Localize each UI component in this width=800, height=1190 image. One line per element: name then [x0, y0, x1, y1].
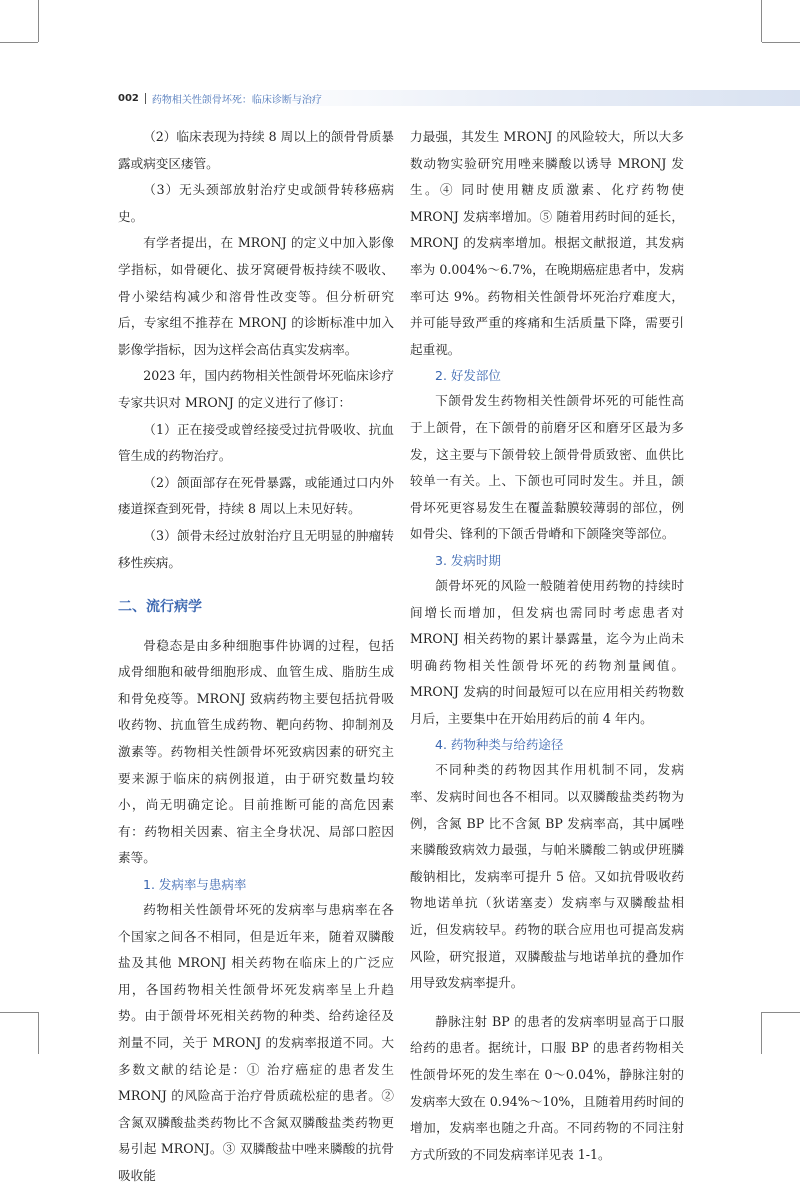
crop-mark: [761, 1012, 762, 1054]
subheading-site: 2. 好发部位: [435, 368, 501, 384]
definition-item: （3）无头颈部放射治疗史或颌骨转移癌病史。: [118, 182, 394, 224]
definition-item: （2）临床表现为持续 8 周以上的颌骨骨质暴露或病变区瘘管。: [118, 129, 394, 171]
definition-item: （3）颌骨未经过放射治疗且无明显的肿瘤转移性疾病。: [118, 527, 394, 570]
page-number: 002: [118, 93, 139, 104]
header-divider: [145, 93, 146, 104]
crop-mark: [38, 1012, 39, 1054]
left-column: [118, 124, 394, 1190]
paragraph-iv-route: 静脉注射 BP 的患者的发病率明显高于口服给药的患者。据统计，口服 BP 的患者药物相关性颌骨坏死的发生率在 0～0.04%，静脉注射的发病率大致在 0.94%～10%，且随着用药时间的增加，发病率也随之升高。不同药物的不同注射方式所致的不同发病率详见表 1-1。: [410, 1013, 684, 1162]
paragraph-onset: 颌骨坏死的风险一般随着使用药物的持续时间增长而增加，但发病也需同时考虑患者对 MRONJ 相关药物的累计暴露量，迄今为止尚未明确药物相关性颌骨坏死的药物剂量阈值。MRONJ 发病的时间最短可以在应用相关药物数月后，主要集中在开始用药后的前 4 年内。: [410, 577, 684, 726]
definition-item: （1）正在接受或曾经接受过抗骨吸收、抗血管生成的药物治疗。: [118, 421, 394, 464]
crop-mark: [38, 0, 39, 42]
subheading-incidence: 1. 发病率与患病率: [143, 877, 247, 893]
right-column: [410, 124, 684, 1168]
running-header: [118, 91, 322, 106]
crop-mark: [762, 42, 800, 43]
book-title: 药物相关性颌骨坏死：临床诊断与治疗: [151, 95, 322, 106]
subheading-drug-route: 4. 药物种类与给药途径: [435, 737, 564, 753]
subheading-onset: 3. 发病时期: [435, 552, 501, 568]
section-heading: 二、流行病学: [118, 599, 202, 616]
crop-mark: [761, 0, 762, 42]
paragraph-imaging: 有学者提出，在 MRONJ 的定义中加入影像学指标，如骨硬化、拔牙窝硬骨板持续不吸收、骨小梁结构减少和溶骨性改变等。但分析研究后，专家组不推荐在 MRONJ 的诊断标准中加入影像学指标，因为这样会高估真实发病率。: [118, 235, 394, 357]
crop-mark: [762, 1012, 800, 1013]
paragraph-epidemiology: 骨稳态是由多种细胞事件协调的过程，包括成骨细胞和破骨细胞形成、血管生成、脂肪生成和骨免疫等。MRONJ 致病药物主要包括抗骨吸收药物、抗血管生成药物、靶向药物、抑制剂及激素等。药物相关性颌骨坏死致病因素的研究主要来源于临床的病例报道，由于研究数量均较小，尚无明确定论。目前推断可能的高危因素有：药物相关因素、宿主全身状况、局部口腔因素等。: [118, 637, 394, 866]
paragraph-site: 下颌骨发生药物相关性颌骨坏死的可能性高于上颌骨，在下颌骨的前磨牙区和磨牙区最为多发，这主要与下颌骨较上颌骨骨质致密、血供比较单一有关。上、下颌也可同时发生。并且，颌骨坏死更容易发生在覆盖黏膜较薄弱的部位，例如骨尖、锋利的下颌舌骨嵴和下颌隆突等部位。: [410, 393, 684, 542]
paragraph-drug-type: 不同种类的药物因其作用机制不同，发病率、发病时间也各不相同。以双膦酸盐类药物为例，含氮 BP 比不含氮 BP 发病率高，其中属唑来膦酸致病效力最强，与帕米膦酸二钠或伊班膦酸钠相比，发病率可提升 5 倍。又如抗骨吸收药物地诺单抗（狄诺塞麦）发病率与双膦酸盐相近，但发病较早。药物的联合应用也可提高发病风险，研究报道，双膦酸盐与地诺单抗的叠加作用导致发病率提升。: [410, 762, 684, 991]
crop-mark: [0, 42, 38, 43]
crop-mark: [0, 1012, 38, 1013]
paragraph-continued: 力最强，其发生 MRONJ 的风险较大，所以大多数动物实验研究用唑来膦酸以诱导 MRONJ 发生。④ 同时使用糖皮质激素、化疗药物使 MRONJ 发病率增加。⑤ 随着用药时间的延长，MRONJ 的发病率增加。根据文献报道，其发病率为 0.004%～6.7%，在晚期癌症患者中，发病率可达 9%。药物相关性颌骨坏死治疗难度大，并可能导致严重的疼痛和生活质量下降，需要引起重视。: [410, 129, 684, 357]
paragraph-incidence: 药物相关性颌骨坏死的发病率与患病率在各个国家之间各不相同，但是近年来，随着双膦酸盐及其他 MRONJ 相关药物在临床上的广泛应用，各国药物相关性颌骨坏死发病率呈上升趋势。由于颌骨坏死相关药物的种类、给药途径及剂量不同，关于 MRONJ 的发病率报道不同。大多数文献的结论是：① 治疗癌症的患者发生 MRONJ 的风险高于治疗骨质疏松症的患者。② 含氮双膦酸盐类药物比不含氮双膦酸盐类药物更易引起 MRONJ。③ 双膦酸盐中唑来膦酸的抗骨吸收能: [118, 902, 394, 1183]
paragraph-2023: 2023 年，国内药物相关性颌骨坏死临床诊疗专家共识对 MRONJ 的定义进行了修订：: [118, 368, 394, 410]
definition-item: （2）颌面部存在死骨暴露，或能通过口内外瘘道探查到死骨，持续 8 周以上未见好转。: [118, 474, 394, 517]
